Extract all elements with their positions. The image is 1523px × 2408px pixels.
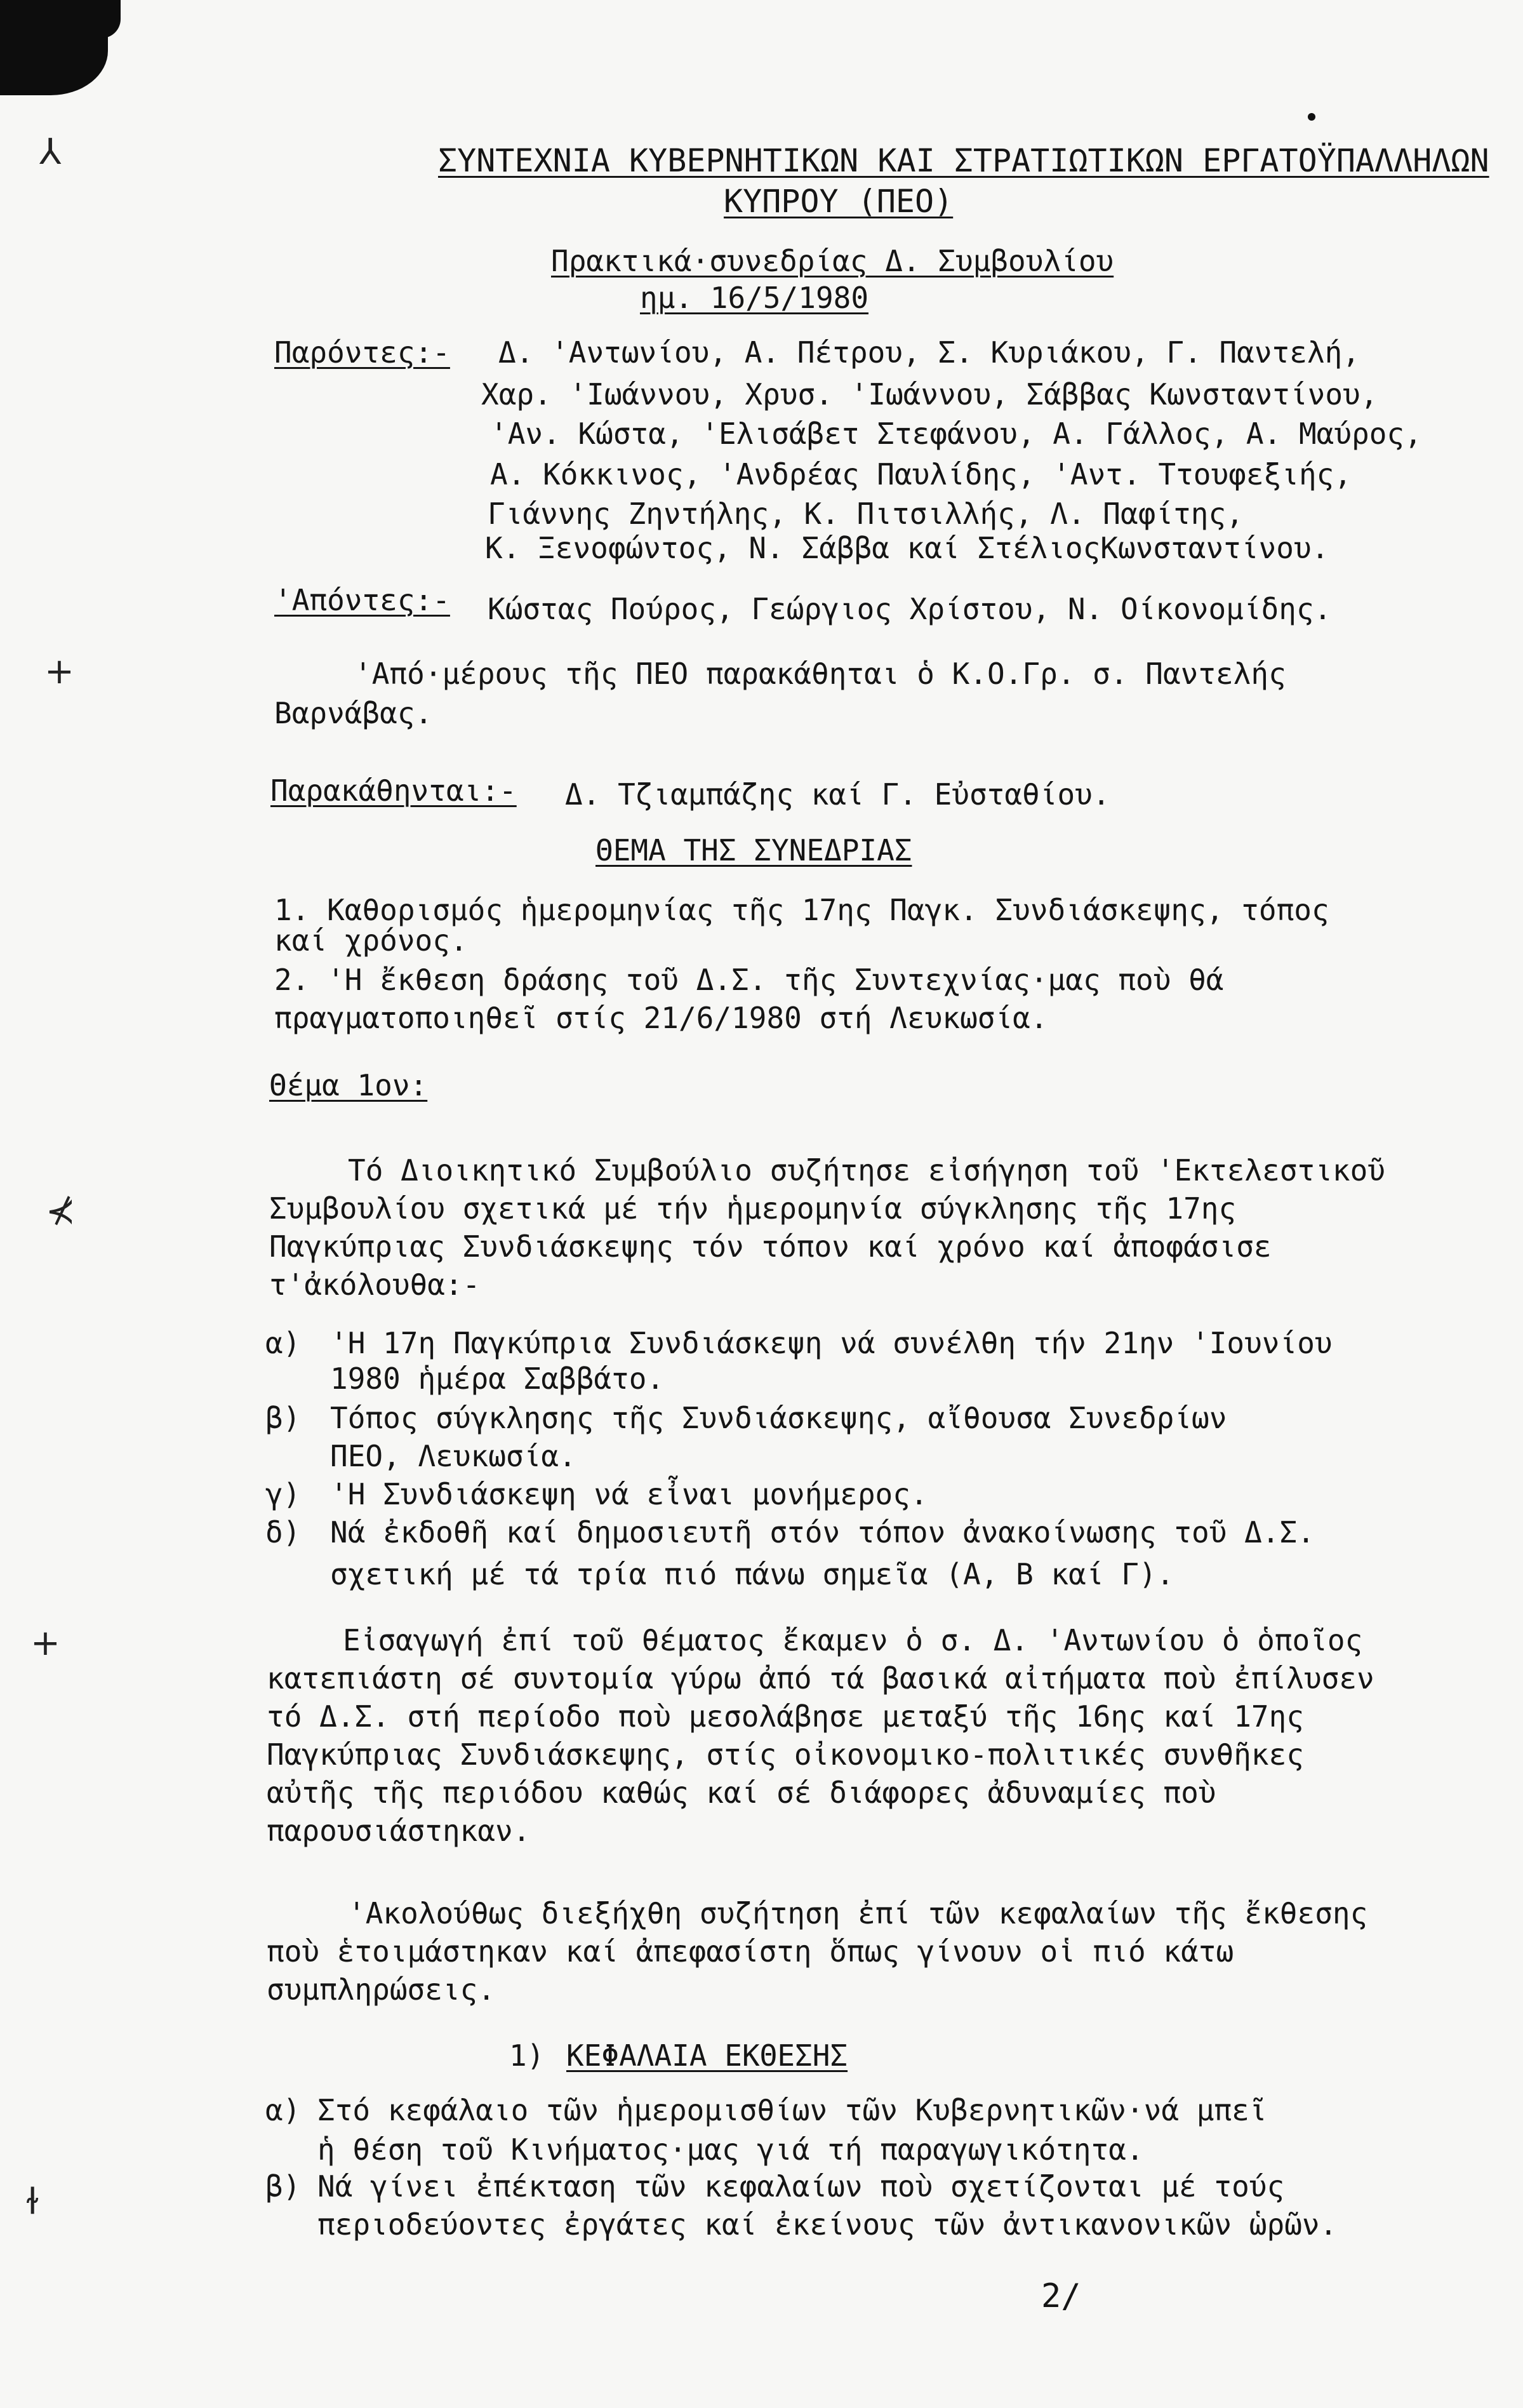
- organization-name: ΣΥΝΤΕΧΝΙΑ ΚΥΒΕΡΝΗΤΙΚΩΝ ΚΑΙ ΣΤΡΑΤΙΩΤΙΚΩΝ ΕΡΓΑΤΟΫΠΑΛΛΗΛΩΝ: [438, 142, 1489, 179]
- peo-attendee-line: Βαρνάβας.: [274, 696, 433, 730]
- section-item-line: Στό κεφάλαιο τῶν ἡμερομισθίων τῶν Κυβερνητικῶν·νά μπεῖ: [317, 2093, 1267, 2127]
- decision-line: Νά ἐκδοθῆ καί δημοσιευτῆ στόν τόπον ἀνακοίνωσης τοῦ Δ.Σ.: [330, 1515, 1315, 1549]
- attending-label: Παρακάθηνται:-: [270, 773, 517, 808]
- decision-marker: β): [265, 1401, 301, 1435]
- decision-line: 'Η Συνδιάσκεψη νά εἶναι μονήμερος.: [330, 1477, 928, 1511]
- section-number: 1): [509, 2038, 545, 2073]
- decision-line: 'Η 17η Παγκύπρια Συνδιάσκεψη νά συνέλθη τήν 21ην 'Ιουνίου: [330, 1326, 1333, 1360]
- section-item-marker: β): [265, 2169, 301, 2204]
- punch-hole-mark: ⅄: [39, 131, 62, 173]
- decision-marker: γ): [265, 1477, 301, 1511]
- present-label: Παρόντες:-: [274, 335, 450, 370]
- paragraph-line: παρουσιάστηκαν.: [267, 1814, 531, 1848]
- paragraph-line: τό Δ.Σ. στή περίοδο ποὺ μεσολάβησε μεταξύ τῆς 16ης καί 17ης: [267, 1699, 1304, 1734]
- section-item-line: περιοδεύοντες ἐργάτες καί ἐκείνους τῶν ἀντικανονικῶν ὡρῶν.: [317, 2207, 1338, 2242]
- minutes-title: Πρακτικά·συνεδρίας Δ. Συμβουλίου: [551, 244, 1114, 278]
- decision-line: ΠΕΟ, Λευκωσία.: [330, 1439, 576, 1473]
- decision-line: Τόπος σύγκλησης τῆς Συνδιάσκεψης, αἴθουσα Συνεδρίων: [330, 1401, 1227, 1435]
- paragraph-line: αὐτῆς τῆς περιόδου καθώς καί σέ διάφορες ἀδυναμίες ποὺ: [267, 1776, 1216, 1810]
- scan-blot: [0, 0, 108, 95]
- decision-line: σχετική μέ τά τρία πιό πάνω σημεῖα (Α, Β καί Γ).: [330, 1557, 1174, 1591]
- punch-hole-mark: ⊀: [46, 1191, 76, 1232]
- intro-line: Συμβουλίου σχετικά μέ τήν ἡμερομηνία σύγκλησης τῆς 17ης: [269, 1191, 1237, 1226]
- punch-hole-mark: +: [44, 651, 74, 692]
- intro-line: τ'ἀκόλουθα:-: [269, 1268, 481, 1302]
- agenda-heading: ΘΕΜΑ ΤΗΣ ΣΥΝΕΔΡΙΑΣ: [595, 833, 912, 867]
- peo-attendee-line: 'Από·μέρους τῆς ΠΕΟ παρακάθηται ὁ Κ.Ο.Γρ. σ. Παντελής: [354, 657, 1286, 691]
- section-item-line: Νά γίνει ἐπέκταση τῶν κεφαλαίων ποὺ σχετίζονται μέ τούς: [317, 2169, 1285, 2204]
- scan-speck: [1308, 113, 1315, 121]
- intro-line: Τό Διοικητικό Συμβούλιο συζήτησε εἰσήγηση τοῦ 'Εκτελεστικοῦ: [348, 1153, 1385, 1187]
- absent-label: 'Απόντες:-: [274, 583, 450, 617]
- meeting-date: ημ. 16/5/1980: [640, 281, 869, 315]
- organization-name-line2: ΚΥΠΡΟΥ (ΠΕΟ): [724, 183, 954, 220]
- agenda-item: πραγματοποιηθεῖ στίς 21/6/1980 στή Λευκωσία.: [274, 1001, 1048, 1035]
- punch-hole-mark: ɫ: [25, 2181, 40, 2223]
- absent-list: Κώστας Πούρος, Γεώργιος Χρίστου, Ν. Οίκονομίδης.: [488, 592, 1332, 626]
- present-line: Χαρ. 'Ιωάννου, Χρυσ. 'Ιωάννου, Σάββας Κωνσταντίνου,: [481, 377, 1378, 411]
- paragraph-line: Παγκύπριας Συνδιάσκεψης, στίς οἰκονομικο-πολιτικές συνθῆκες: [267, 1737, 1304, 1772]
- decision-marker: δ): [265, 1515, 301, 1549]
- page-continuation-marker: 2/: [1041, 2277, 1081, 2315]
- paragraph-line: ποὺ ἑτοιμάστηκαν καί ἀπεφασίστη ὅπως γίνουν οἱ πιό κάτω: [267, 1934, 1234, 1969]
- topic-heading: Θέμα 1ον:: [269, 1068, 428, 1102]
- decision-line: 1980 ἡμέρα Σαββάτο.: [330, 1361, 665, 1396]
- punch-hole-mark: +: [30, 1622, 60, 1664]
- paragraph-line: συμπληρώσεις.: [267, 1972, 496, 2007]
- agenda-item: 2. 'Η ἔκθεση δράσης τοῦ Δ.Σ. τῆς Συντεχνίας·μας ποὺ θά: [274, 963, 1224, 997]
- paragraph-line: Εἰσαγωγή ἐπί τοῦ θέματος ἔκαμεν ὁ σ. Δ. 'Αντωνίου ὁ ὁποῖος: [343, 1623, 1363, 1657]
- attending-list: Δ. Τζιαμπάζης καί Γ. Εὐσταθίου.: [565, 777, 1110, 812]
- agenda-item: 1. Καθορισμός ἡμερομηνίας τῆς 17ης Παγκ. Συνδιάσκεψης, τόπος: [274, 893, 1329, 927]
- paragraph-line: 'Ακολούθως διεξήχθη συζήτηση ἐπί τῶν κεφαλαίων τῆς ἔκθεσης: [348, 1896, 1368, 1930]
- present-line: 'Αν. Κώστα, 'Ελισάβετ Στεφάνου, Α. Γάλλος, Α. Μαύρος,: [490, 417, 1422, 451]
- scan-blot: [95, 0, 121, 38]
- section-title: ΚΕΦΑΛΑΙΑ ΕΚΘΕΣΗΣ: [566, 2038, 848, 2073]
- present-line: Α. Κόκκινος, 'Ανδρέας Παυλίδης, 'Αντ. Ττουφεξιής,: [490, 457, 1352, 492]
- present-line: Δ. 'Αντωνίου, Α. Πέτρου, Σ. Κυριάκου, Γ. Παντελή,: [498, 335, 1360, 370]
- section-item-line: ἡ θέση τοῦ Κινήματος·μας γιά τή παραγωγικότητα.: [317, 2132, 1144, 2167]
- agenda-item: καί χρόνος.: [274, 923, 468, 958]
- section-item-marker: α): [265, 2093, 301, 2127]
- present-line: Κ. Ξενοφώντος, Ν. Σάββα καί ΣτέλιοςΚωνσταντίνου.: [485, 531, 1329, 565]
- decision-marker: α): [265, 1326, 301, 1360]
- paragraph-line: κατεπιάστη σέ συντομία γύρω ἀπό τά βασικά αἰτήματα ποὺ ἐπίλυσεν: [267, 1661, 1374, 1696]
- intro-line: Παγκύπριας Συνδιάσκεψης τόν τόπον καί χρόνο καί ἀποφάσισε: [269, 1229, 1272, 1264]
- present-line: Γιάννης Ζηντήλης, Κ. Πιτσιλλής, Λ. Παφίτης,: [488, 497, 1244, 531]
